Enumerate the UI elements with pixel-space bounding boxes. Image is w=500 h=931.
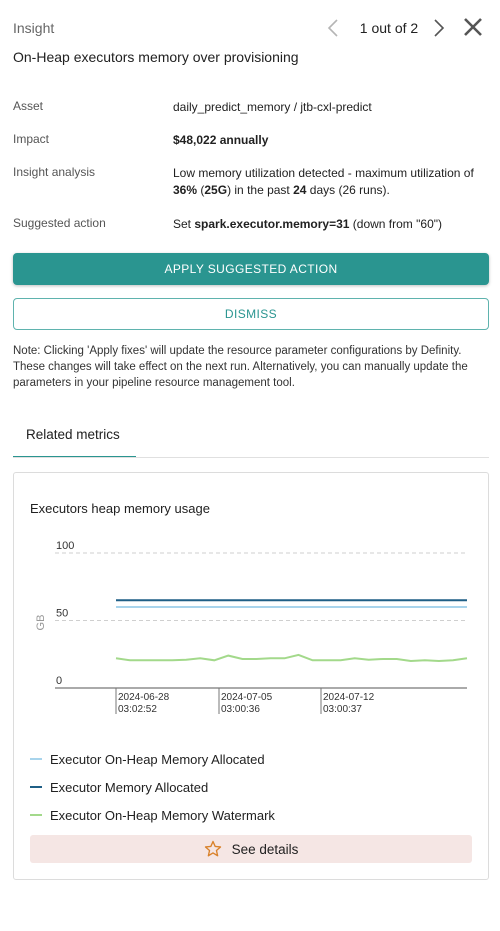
y-tick-label: 0 <box>56 675 63 687</box>
x-tick-date: 2024-07-12 <box>323 692 375 703</box>
x-tick-time: 03:00:37 <box>323 704 362 715</box>
legend-label: Executor On-Heap Memory Watermark <box>50 807 275 823</box>
suggested-action-label: Suggested action <box>13 216 106 230</box>
analysis-text: days (26 runs). <box>306 183 390 197</box>
legend-item <box>30 806 275 824</box>
dismiss-button[interactable]: DISMISS <box>13 298 489 330</box>
legend-swatch <box>30 814 42 816</box>
legend-label: Executor Memory Allocated <box>50 779 209 795</box>
analysis-label: Insight analysis <box>13 165 96 179</box>
analysis-text: ( <box>197 183 205 197</box>
x-tick-date: 2024-06-28 <box>118 692 170 703</box>
impact-label: Impact <box>13 132 50 146</box>
next-insight-icon[interactable] <box>426 16 450 40</box>
x-tick-date: 2024-07-05 <box>221 692 273 703</box>
analysis-percent: 36% <box>173 183 198 197</box>
impact-value <box>173 132 485 149</box>
apply-note: Note: Clicking 'Apply fixes' will update the resource parameter configurations by Definity. These changes will take effect on the next run. Alternatively, you can manually update the parameters in your pipeline resource management tool. <box>13 345 468 389</box>
analysis-days: 24 <box>293 183 307 197</box>
asset-value: daily_predict_memory / jtb-cxl-predict <box>173 100 372 114</box>
see-details-label: See details <box>231 841 299 857</box>
legend-swatch <box>30 758 42 760</box>
series-line <box>116 655 467 661</box>
action-suffix: (down from "60") <box>349 217 443 231</box>
action-parameter: spark.executor.memory=31 <box>194 217 350 231</box>
y-tick-label: 100 <box>56 540 75 552</box>
y-tick-label: 50 <box>56 607 69 620</box>
insight-header <box>0 0 500 80</box>
impact-amount: $48,022 annually <box>173 133 269 147</box>
legend-item <box>30 750 265 768</box>
tab-divider <box>13 457 489 458</box>
pager-text: 1 out of 2 <box>359 20 419 36</box>
analysis-value <box>173 165 485 199</box>
tab-related-metrics[interactable]: Related metrics <box>13 414 136 458</box>
suggested-action-value <box>173 216 485 233</box>
previous-insight-icon[interactable] <box>322 16 346 40</box>
analysis-gigabytes: 25G <box>204 183 228 197</box>
analysis-text: Low memory utilization detected - maximum utilization of <box>173 166 474 180</box>
apply-suggested-action-button[interactable]: APPLY SUGGESTED ACTION <box>13 253 489 285</box>
analysis-text: ) in the past <box>227 183 294 197</box>
insight-title: On-Heap executors memory over provisioning <box>13 49 299 65</box>
heap-memory-chart <box>20 530 480 720</box>
y-axis-label: GB <box>35 614 47 631</box>
x-tick-time: 03:00:36 <box>221 704 260 715</box>
chart-title: Executors heap memory usage <box>30 501 210 516</box>
asset-label: Asset <box>13 99 44 113</box>
legend-item <box>30 778 208 796</box>
x-tick-time: 03:02:52 <box>118 704 157 715</box>
legend-label: Executor On-Heap Memory Allocated <box>50 751 265 767</box>
legend-swatch <box>30 786 42 788</box>
see-details-button[interactable] <box>30 835 472 863</box>
star-icon <box>204 840 222 858</box>
action-prefix: Set <box>173 217 195 231</box>
header-label: Insight <box>13 20 55 36</box>
close-icon[interactable] <box>460 14 486 40</box>
